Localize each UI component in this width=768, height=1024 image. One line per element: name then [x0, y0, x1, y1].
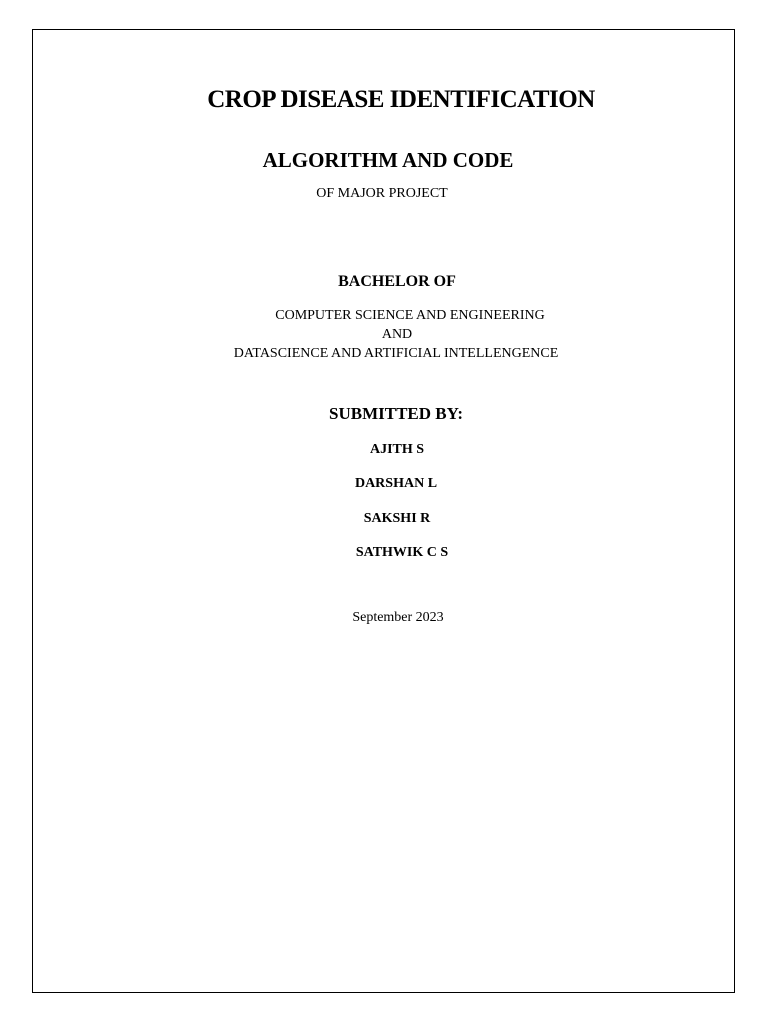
degree-heading: BACHELOR OF — [338, 273, 456, 290]
member-name: AJITH S — [369, 442, 425, 457]
member-name: SATHWIK C S — [355, 545, 449, 560]
program-line-1: COMPUTER SCIENCE AND ENGINEERING — [275, 308, 545, 323]
document-subtitle: ALGORITHM AND CODE — [262, 148, 514, 172]
submission-date: September 2023 — [352, 610, 444, 625]
member-name: DARSHAN L — [354, 476, 438, 491]
submitted-by-heading: SUBMITTED BY: — [329, 404, 463, 423]
program-line-2: AND — [381, 327, 413, 342]
program-line-3: DATASCIENCE AND ARTIFICIAL INTELLENGENCE — [233, 346, 559, 361]
document-title: CROP DISEASE IDENTIFICATION — [207, 86, 595, 113]
member-name: SAKSHI R — [363, 511, 431, 526]
document-subtext: OF MAJOR PROJECT — [316, 186, 448, 201]
